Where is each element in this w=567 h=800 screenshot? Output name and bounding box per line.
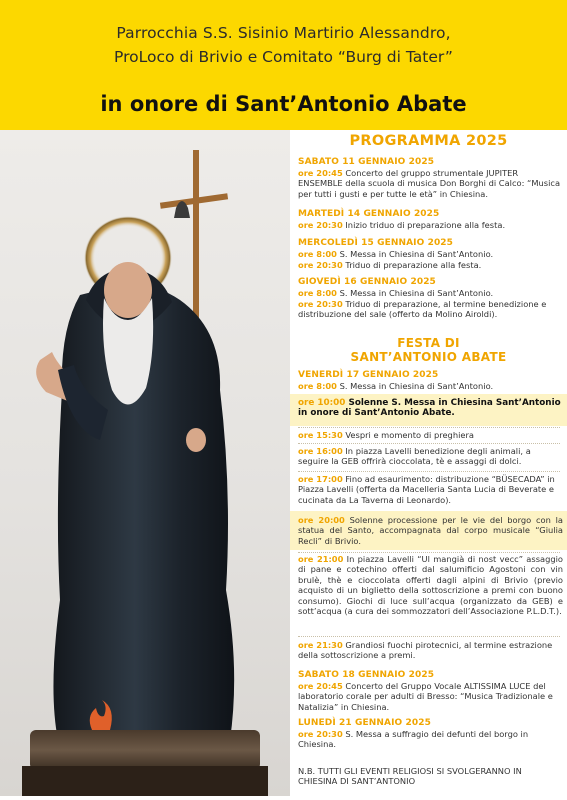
event-item (298, 220, 563, 230)
event-text: Fino ad esaurimento: distribuzione “BÜSECADA” in Piazza Lavelli (offerta da Macelleria Santa Lucia di Beverate e cucinata da La Taverna di Leonardo). (298, 474, 555, 505)
event-time: ore 16:00 (298, 446, 343, 456)
statue-icon (0, 130, 290, 796)
event-item-highlighted (298, 398, 563, 419)
festa-heading-1: FESTA DI (397, 336, 460, 350)
event-item (298, 554, 563, 616)
organizers-line-2: ProLoco di Brivio e Comitato “Burg di Tater” (114, 48, 453, 66)
program-title: PROGRAMMA 2025 (349, 133, 508, 149)
event-item (298, 640, 563, 661)
event-time: ore 21:30 (298, 640, 343, 650)
event-item (298, 288, 563, 298)
event-item (298, 446, 563, 467)
divider (298, 427, 560, 428)
event-text: S. Messa in Chiesina di Sant’Antonio. (339, 381, 494, 391)
statue-photo (0, 130, 290, 796)
event-time: ore 20:30 (298, 299, 343, 309)
festa-heading-2: SANT’ANTONIO ABATE (350, 350, 507, 364)
date-heading: SABATO 18 GENNAIO 2025 (298, 670, 435, 680)
event-text: Vespri e momento di preghiera (345, 430, 474, 440)
event-item (298, 249, 563, 259)
divider (298, 636, 560, 637)
event-time: ore 8:00 (298, 249, 337, 259)
event-time: ore 21:00 (298, 554, 344, 564)
date-heading: GIOVEDÌ 16 GENNAIO 2025 (298, 277, 436, 287)
event-text: S. Messa in Chiesina di Sant’Antonio. (339, 249, 494, 259)
event-text: Inizio triduo di preparazione alla festa. (345, 220, 506, 230)
date-heading: VENERDÌ 17 GENNAIO 2025 (298, 370, 439, 380)
event-text: Concerto del gruppo strumentale JUPITER ENSEMBLE della scuola di musica Don Borghi di Calco: “Musica per tutti i gusti e per tutte le età” in Chiesina. (298, 168, 561, 199)
event-time: ore 20:30 (298, 220, 343, 230)
event-text: Triduo di preparazione alla festa. (345, 260, 482, 270)
date-heading: LUNEDÌ 21 GENNAIO 2025 (298, 718, 431, 728)
event-time: ore 8:00 (298, 288, 337, 298)
event-item (298, 729, 563, 750)
divider (298, 471, 560, 472)
event-time: ore 20:00 (298, 515, 345, 525)
event-text: Solenne processione per le vie del borgo con la statua del Santo, accompagnata dal corpo musicale “Giulia Recli” di Brivio. (298, 515, 564, 546)
event-time: ore 10:00 (298, 398, 346, 408)
event-time: ore 8:00 (298, 381, 337, 391)
event-item (298, 430, 563, 440)
footnote: N.B. TUTTI GLI EVENTI RELIGIOSI SI SVOLGERANNO IN CHIESINA DI SANT’ANTONIO (298, 766, 522, 787)
event-text: Grandiosi fuochi pirotecnici, al termine estrazione della sottoscrizione a premi. (298, 640, 553, 661)
event-time: ore 15:30 (298, 430, 343, 440)
divider (298, 552, 560, 553)
event-item (298, 474, 563, 505)
event-time: ore 20:30 (298, 729, 343, 739)
event-item (298, 381, 563, 391)
event-time: ore 20:45 (298, 168, 343, 178)
event-time: ore 20:30 (298, 260, 343, 270)
event-text: Concerto del Gruppo Vocale ALTISSIMA LUCE del laboratorio corale per adulti di Bresso: “Musica Tradizionale e Natalizia” in Chiesina. (298, 681, 553, 712)
divider (298, 443, 560, 444)
organizers-line-1: Parrocchia S.S. Sisinio Martirio Alessandro, (116, 24, 451, 42)
date-heading: MERCOLEDÌ 15 GENNAIO 2025 (298, 238, 454, 248)
event-item (298, 260, 563, 270)
event-text: In piazza Lavelli “Ul mangià di nost vecc” assaggio di pane e cotechino offerti dal salumificio Agostoni con vin brulè, thè e cioccolata offerti dagli alpini di Brivio (previo acquisto di un biglietto della sottoscrizione a premi con buono consumo). Giochi di luce sull’acqua (organizzato da GEB) e sott’acqua (a cura dei sommozzatori dell’Associazione P.L.D.T.). (298, 554, 564, 617)
event-text: S. Messa in Chiesina di Sant’Antonio. (339, 288, 494, 298)
event-item (298, 168, 563, 199)
event-time: ore 20:45 (298, 681, 343, 691)
program-column (290, 130, 567, 800)
date-heading: MARTEDÌ 14 GENNAIO 2025 (298, 209, 440, 219)
event-text: Triduo di preparazione, al termine benedizione e distribuzione del sale (offerto da Molino Airoldi). (298, 299, 547, 320)
event-text: In piazza Lavelli benedizione degli animali, a seguire la GEB offrirà cioccolata, tè e assaggi di dolci. (298, 446, 531, 467)
event-item-highlighted (298, 515, 563, 546)
event-text: Solenne S. Messa in Chiesina Sant’Antonio in onore di Sant’Antonio Abate. (298, 398, 561, 419)
event-item (298, 681, 563, 712)
event-text: S. Messa a suffragio dei defunti del borgo in Chiesina. (298, 729, 529, 750)
event-item (298, 299, 563, 320)
date-heading: SABATO 11 GENNAIO 2025 (298, 157, 435, 167)
header-band (0, 0, 567, 130)
poster-title: in onore di Sant’Antonio Abate (100, 92, 467, 116)
event-time: ore 17:00 (298, 474, 343, 484)
